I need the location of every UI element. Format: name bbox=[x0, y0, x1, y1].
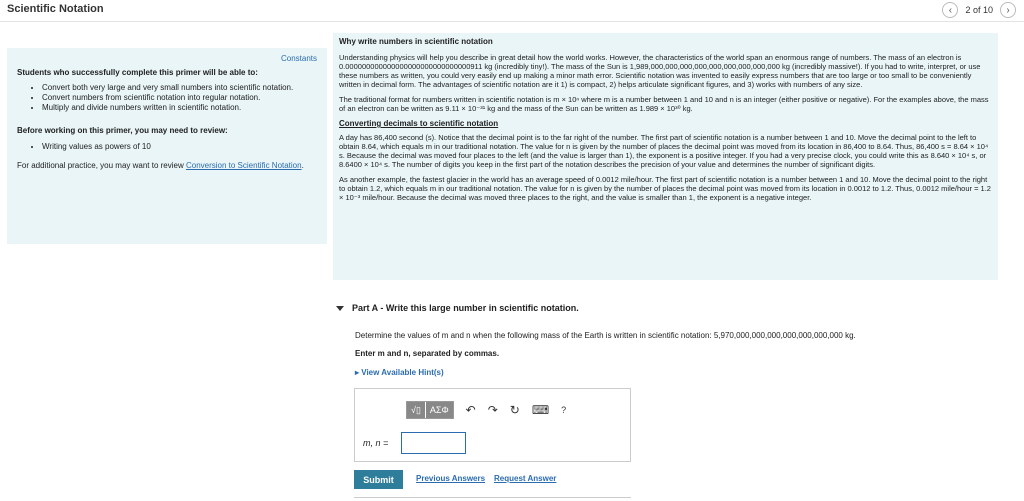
symbols-button[interactable]: ΑΣΦ bbox=[425, 402, 453, 418]
part-a-header[interactable] bbox=[336, 303, 579, 313]
instruction-text: Enter m and n, separated by commas. bbox=[355, 349, 500, 358]
part-a-title: Part A - Write this large number in scientific notation. bbox=[352, 303, 579, 313]
undo-icon[interactable]: ↶ bbox=[465, 403, 476, 417]
intro-heading: Why write numbers in scientific notation bbox=[339, 37, 493, 46]
top-bar bbox=[0, 0, 1024, 22]
mn-label: m, n = bbox=[363, 438, 389, 448]
intro-paragraph-4: As another example, the fastest glacier in the world has an average speed of 0.0012 mile/hour. The first part of scientific notation is a number between 1 and 10. Move the decimal point to the right to obtain 1.2, which equals m in our traditional notation. The value for n is given by the number of places the decimal point was moved from its location in 0.0012 to 1.2. Thus, 0.0012 mile/hour = 1.2 × 10⁻³ mile/hour. Because the decimal was moved three places to the right, and the value is smaller than 1, the exponent is a negative integer. bbox=[339, 175, 991, 202]
goal-item: • Convert both very large and very small numbers into scientific notation. bbox=[42, 83, 317, 92]
prev-page-icon[interactable]: ‹ bbox=[942, 2, 958, 18]
review-item: • Writing values as powers of 10 bbox=[42, 142, 317, 151]
next-page-icon[interactable]: › bbox=[1000, 2, 1016, 18]
goals-list bbox=[17, 83, 317, 112]
answer-input[interactable] bbox=[401, 432, 466, 454]
practice-text: For additional practice, you may want to review Conversion to Scientific Notation. bbox=[17, 161, 304, 170]
pager-label: 2 of 10 bbox=[965, 5, 993, 15]
help-icon[interactable]: ? bbox=[561, 405, 567, 415]
submit-button[interactable]: Submit bbox=[354, 470, 403, 489]
keyboard-icon[interactable]: ⌨ bbox=[531, 403, 550, 417]
previous-answers-link[interactable]: Previous Answers bbox=[416, 474, 486, 483]
reset-icon[interactable]: ↻ bbox=[509, 403, 520, 417]
templates-button[interactable]: √▯ bbox=[407, 402, 425, 418]
question-text: Determine the values of m and n when the following mass of the Earth is written in scientific notation: 5,970,000,000,000,000,000,000,000 kg. bbox=[355, 331, 856, 340]
view-hints-link[interactable]: ▸ View Available Hint(s) bbox=[355, 368, 444, 377]
request-answer-link[interactable]: Request Answer bbox=[494, 474, 557, 483]
left-panel bbox=[7, 48, 327, 244]
goals-heading: Students who successfully complete this primer will be able to: bbox=[17, 68, 258, 77]
conversion-link[interactable]: Conversion to Scientific Notation bbox=[185, 161, 302, 170]
review-list bbox=[17, 142, 317, 151]
constants-link[interactable]: Constants bbox=[280, 54, 317, 63]
converting-heading: Converting decimals to scientific notation bbox=[339, 119, 499, 128]
pager bbox=[942, 2, 1016, 18]
intro-panel bbox=[333, 33, 998, 280]
answer-box bbox=[354, 388, 631, 462]
goal-item: • Multiply and divide numbers written in scientific notation. bbox=[42, 103, 317, 112]
intro-paragraph-3: A day has 86,400 second (s). Notice that the decimal point is to the far right of the number. The first part of scientific notation is a number between 1 and 10. Move the decimal point to the left to obtain 8.64, which equals m in our traditional notation. The value for n is given by the number of places the decimal point was moved from its location in 86,400 to 8.64. Thus, 86,400 s = 8.64 × 10⁴ s. Because the decimal was moved four places to the left (and the value is larger than 1), the exponent is a positive integer. If you had a very precise clock, you could write this as 8.640 × 10⁴ s, or 8.6400 × 10⁴ s. The number of digits you keep in the first part of the notation describes the precision of your value and determines the number of significant digits. bbox=[339, 133, 989, 169]
math-toolbar bbox=[406, 401, 566, 419]
intro-paragraph-2: The traditional format for numbers written in scientific notation is m × 10ⁿ where m is a number between 1 and 10 and n is an integer (either positive or negative). For the examples above, the mass of an electron can be written as 9.11 × 10⁻³¹ kg and the mass of the Sun can be written as 1.989 × 10³⁰ kg. bbox=[339, 95, 989, 113]
template-group bbox=[406, 401, 454, 419]
app-title: Scientific Notation bbox=[7, 3, 104, 15]
collapse-icon[interactable] bbox=[336, 306, 344, 311]
divider bbox=[354, 497, 631, 501]
goal-item: • Convert numbers from scientific notation into regular notation. bbox=[42, 93, 317, 102]
intro-paragraph-1: Understanding physics will help you describe in great detail how the world works. However, the characteristics of the world span an enormous range of numbers. The mass of an electron is 0.000000000000000000000000000000911 kg (incredibly tiny!). The mass of the Sun is 1,989,000,000,000,000,000,000,000,000,000 kg (incredibly massive!). If you had to write, interpret, or use these numbers as written, you could very easily end up making a minor math error. Scientific notation was invented to easily express numbers that are too large or too small to be conveniently written in decimal form. The advantages of scientific notation are it 1) is compact, 2) helps articulate significant figures, and 3) works with numbers of any size. bbox=[339, 53, 981, 89]
review-heading: Before working on this primer, you may need to review: bbox=[17, 126, 228, 135]
redo-icon[interactable]: ↷ bbox=[487, 403, 498, 417]
